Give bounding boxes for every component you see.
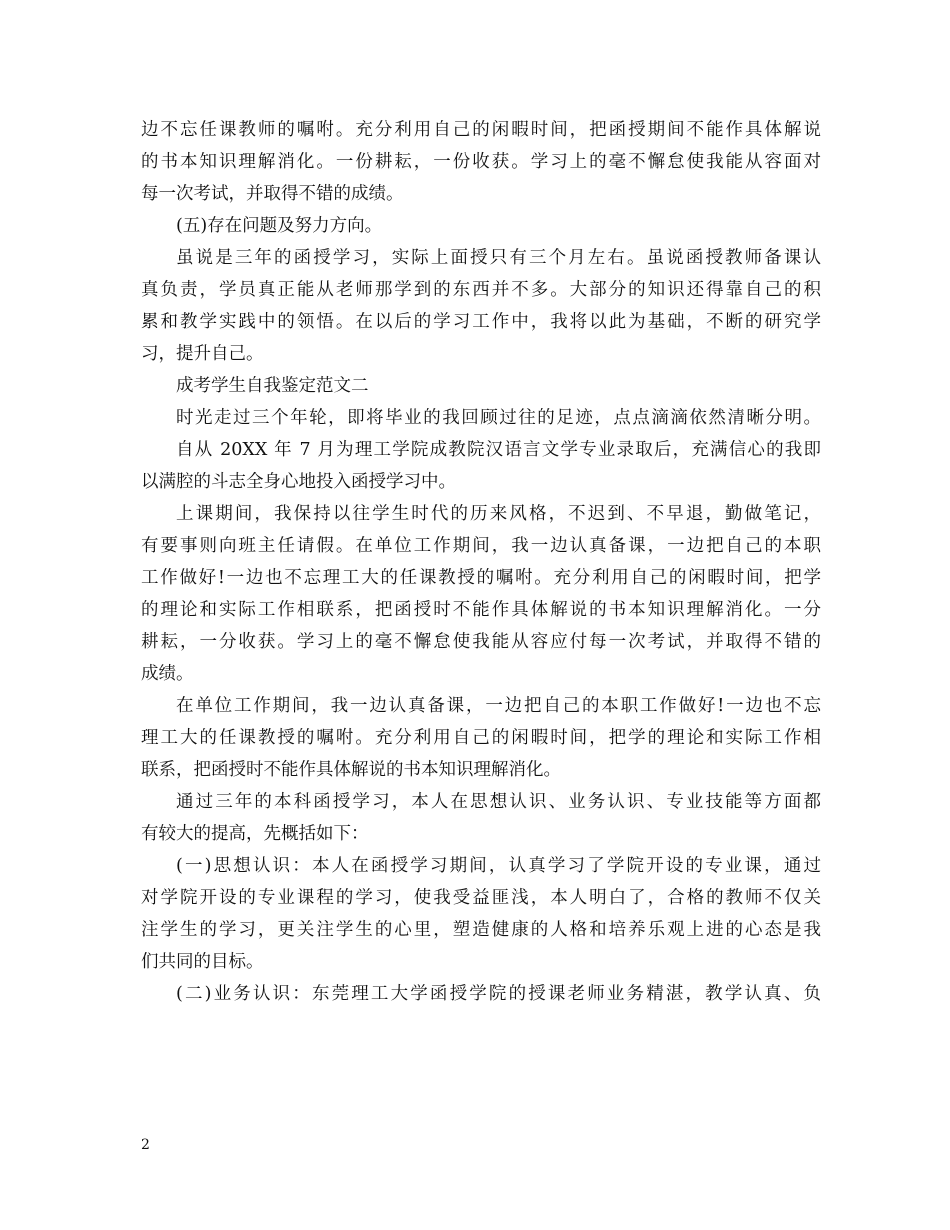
text-line: (一)思想认识：本人在函授学习期间，认真学习了学院开设的专业课，通过 [176,856,821,876]
text-line: 在单位工作期间，我一边认真备课，一边把自己的本职工作做好!一边也不忘 [176,696,821,716]
text-line: 累和教学实践中的领悟。在以后的学习工作中，我将以此为基础，不断的研究学 [141,312,821,332]
document-body [141,114,821,1010]
text-line: 耕耘，一分收获。学习上的毫不懈怠使我能从容应付每一次考试，并取得不错的 [141,632,821,652]
text-line: 每一次考试，并取得不错的成绩。 [141,184,404,204]
text-line: 的理论和实际工作相联系，把函授时不能作具体解说的书本知识理解消化。一分 [141,600,821,620]
text-line: 虽说是三年的函授学习，实际上面授只有三个月左右。虽说函授教师备课认 [176,248,821,268]
text-line: 理工大的任课教授的嘱咐。充分利用自己的闲暇时间，把学的理论和实际工作相 [141,728,821,748]
text-line: 注学生的学习，更关注学生的心里，塑造健康的人格和培养乐观上进的心态是我 [141,920,821,940]
text-line: 工作做好!一边也不忘理工大的任课教授的嘱咐。充分利用自己的闲暇时间，把学 [141,568,821,588]
text-line: 时光走过三个年轮，即将毕业的我回顾过往的足迹，点点滴滴依然清晰分明。 [176,408,821,428]
text-line: 自从 20XX 年 7 月为理工学院成教院汉语言文学专业录取后，充满信心的我即 [176,440,821,460]
text-line: 对学院开设的专业课程的学习，使我受益匪浅，本人明白了，合格的教师不仅关 [141,888,821,908]
page-number: 2 [141,1137,150,1153]
text-line: 习，提升自己。 [141,344,264,364]
text-line: 联系，把函授时不能作具体解说的书本知识理解消化。 [141,760,561,780]
text-line: 上课期间，我保持以往学生时代的历来风格，不迟到、不早退，勤做笔记， [176,504,821,524]
text-line: 边不忘任课教师的嘱咐。充分利用自己的闲暇时间，把函授期间不能作具体解说 [141,120,821,140]
text-line: (五)存在问题及努力方向。 [176,216,383,236]
text-line: 有要事则向班主任请假。在单位工作期间，我一边认真备课，一边把自己的本职 [141,536,821,556]
text-line: 的书本知识理解消化。一份耕耘，一份收获。学习上的毫不懈怠使我能从容面对 [141,152,821,172]
text-line: 成绩。 [141,664,194,684]
text-line: 成考学生自我鉴定范文二 [176,376,369,396]
text-line: (二)业务认识：东莞理工大学函授学院的授课老师业务精湛，教学认真、负 [176,984,821,1004]
text-line: 通过三年的本科函授学习，本人在思想认识、业务认识、专业技能等方面都 [176,792,821,812]
text-line: 有较大的提高，先概括如下： [141,824,369,844]
text-line: 真负责，学员真正能从老师那学到的东西并不多。大部分的知识还得靠自己的积 [141,280,821,300]
text-line: 以满腔的斗志全身心地投入函授学习中。 [141,472,456,492]
text-line: 们共同的目标。 [141,952,264,972]
